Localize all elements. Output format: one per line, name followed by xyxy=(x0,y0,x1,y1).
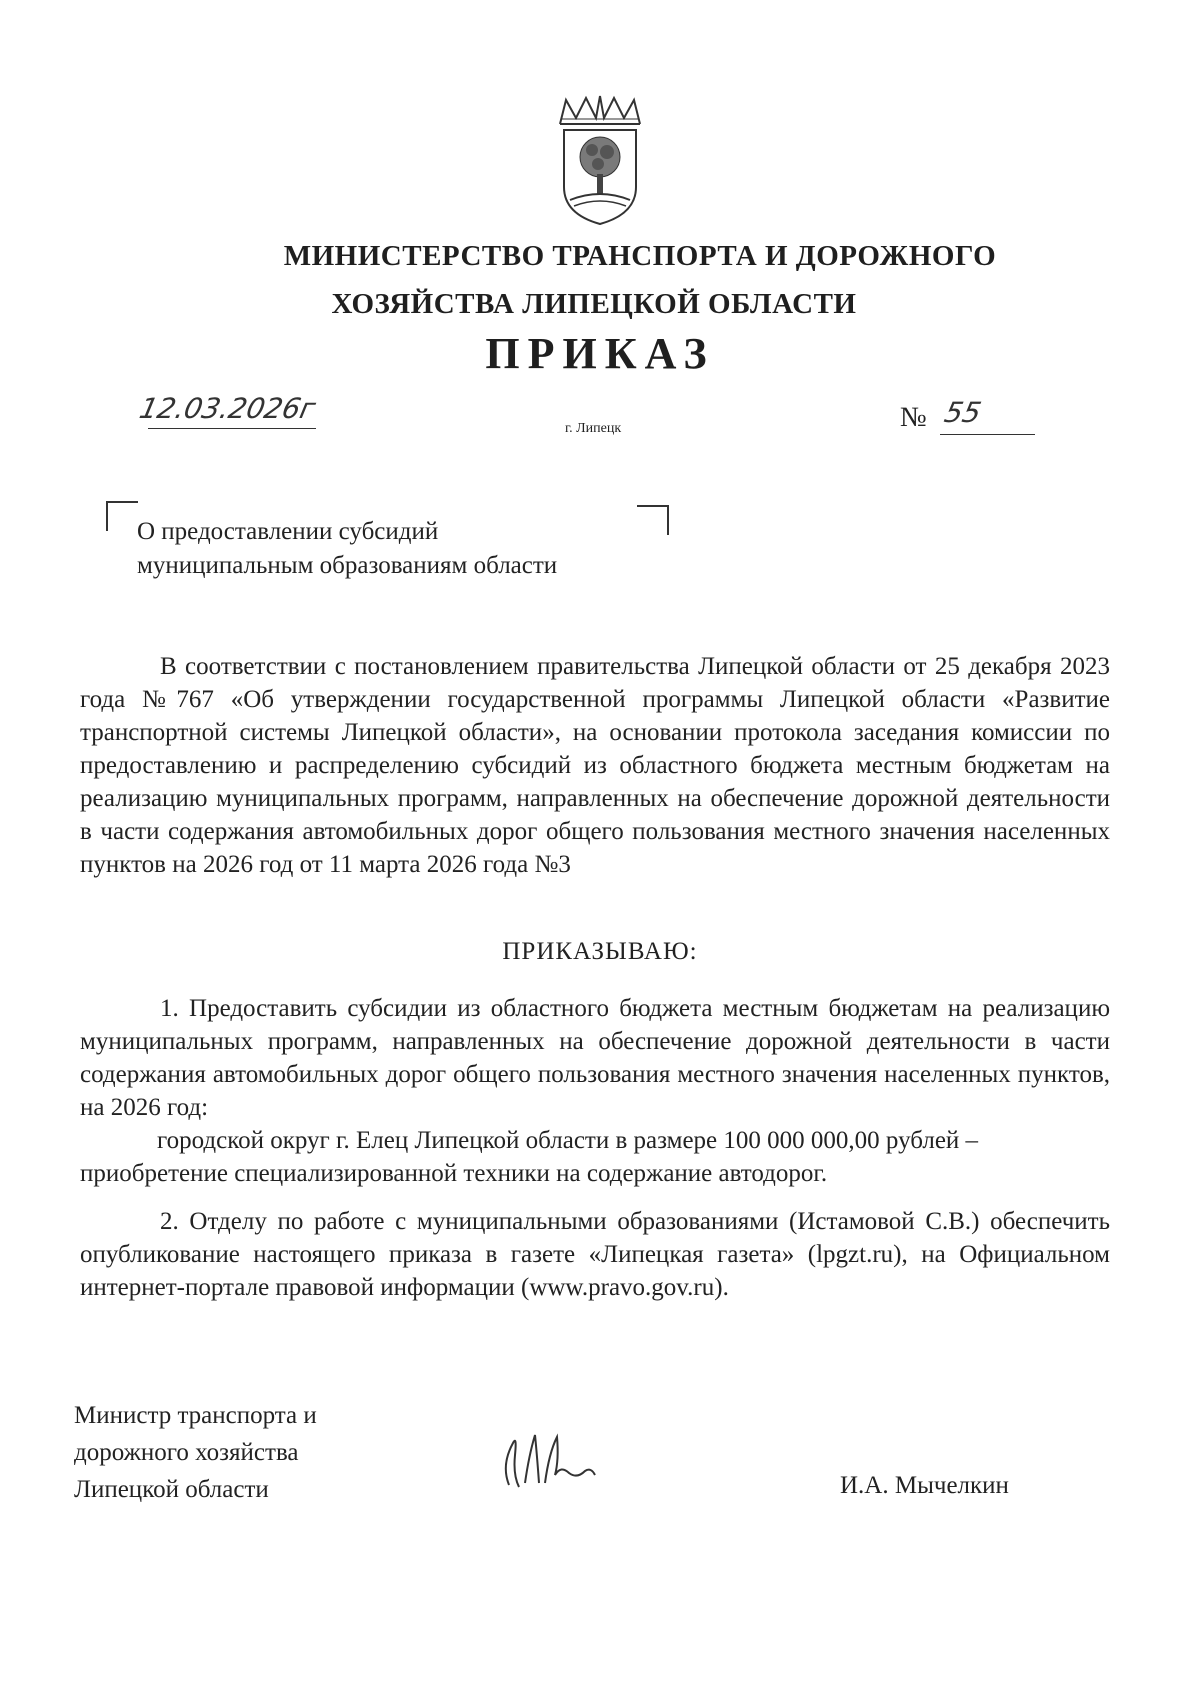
item-2-paragraph: 2. Отделу по работе с муниципальными образованиями (Истамовой С.В.) обеспечить опубликование настоящего приказа в газете «Липецкая газета» (lpgzt.ru), на Официальном интернет-портале правовой информации (www.pravo.gov.ru). xyxy=(80,1208,1110,1301)
document-type-title: ПРИКАЗ xyxy=(485,329,715,378)
ministry-name-line2: ХОЗЯЙСТВА ЛИПЕЦКОЙ ОБЛАСТИ xyxy=(331,288,857,320)
handwritten-signature xyxy=(495,1425,615,1495)
coat-of-arms-icon xyxy=(550,92,650,227)
item-1-detail-line1: городской округ г. Елец Липецкой области в размере 100 000 000,00 рублей – xyxy=(157,1127,979,1154)
ministry-name-line1: МИНИСТЕРСТВО ТРАНСПОРТА И ДОРОЖНОГО xyxy=(283,240,997,272)
subject-bracket-right xyxy=(637,505,669,535)
item-1-detail-line2: приобретение специализированной техники на содержание автодорог. xyxy=(80,1160,828,1187)
document-number: 55 xyxy=(941,396,985,429)
document-date: 12.03.2026г xyxy=(136,392,319,425)
item-1-detail xyxy=(80,1124,1110,1190)
number-label: № xyxy=(900,402,927,433)
preamble-paragraph: В соответствии с постановлением правительства Липецкой области от 25 декабря 2023 года №767 «Об утверждении государственной программы Липецкой области «Развитие транспортной системы Липецкой области», на основании протокола заседания комиссии по предоставлению и распределению субсидий из областного бюджета местным бюджетам на реализацию муниципальных программ, направленных на обеспечение дорожной деятельности в части содержания автомобильных дорог общего пользования местного значения населенных пунктов на 2026 год от 11 марта 2026 года №3 xyxy=(80,653,1110,878)
order-heading: ПРИКАЗЫВАЮ: xyxy=(502,938,698,965)
signer-position xyxy=(74,1397,317,1508)
signer-position-line3: Липецкой области xyxy=(74,1476,269,1503)
signer-name: И.А. Мычелкин xyxy=(840,1472,1009,1499)
signer-position-line1: Министр транспорта и xyxy=(74,1402,317,1429)
city-label: г. Липецк xyxy=(565,421,622,436)
subject-block xyxy=(137,515,557,583)
date-underline xyxy=(148,428,316,429)
subject-bracket-left xyxy=(106,501,138,531)
subject-line1: О предоставлении субсидий xyxy=(137,518,439,545)
signer-position-line2: дорожного хозяйства xyxy=(74,1439,299,1466)
number-underline xyxy=(940,434,1035,435)
subject-line2: муниципальным образованиям области xyxy=(137,552,558,579)
item-1-paragraph: 1. Предоставить субсидии из областного бюджета местным бюджетам на реализацию муниципальных программ, направленных на обеспечение дорожной деятельности в части содержания автомобильных дорог общего пользования местного значения населенных пунктов, на 2026 год: xyxy=(80,995,1110,1121)
